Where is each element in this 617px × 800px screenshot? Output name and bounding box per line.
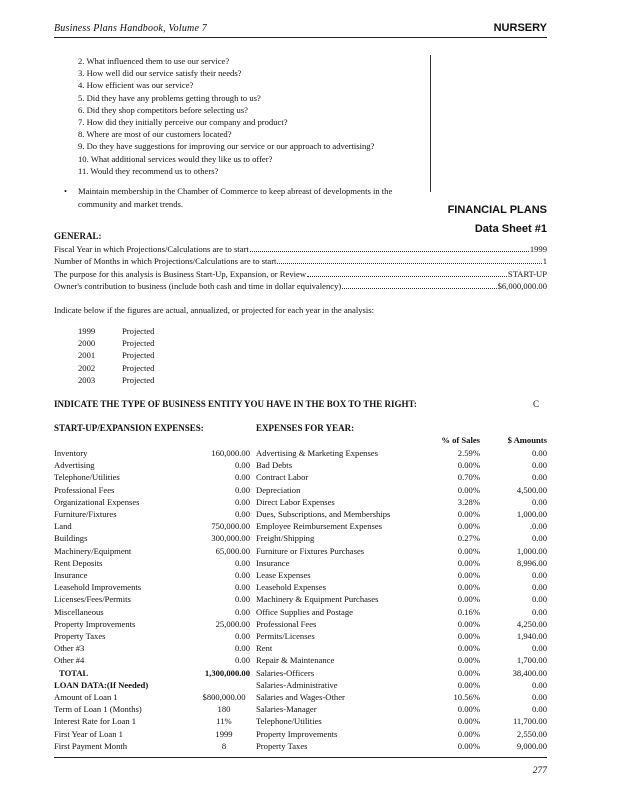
- row-label: First Year of Loan 1: [54, 728, 123, 739]
- general-row-label: Fiscal Year in which Projections/Calculations are to start: [54, 244, 249, 254]
- table-row: [54, 569, 250, 581]
- table-row: [54, 618, 250, 630]
- general-heading: GENERAL:: [54, 231, 102, 241]
- general-section: [54, 243, 547, 292]
- year-status: Projected: [122, 374, 155, 385]
- list-item: 9. Do they have suggestions for improving our service or our approach to advertising?: [78, 141, 375, 152]
- table-row: [54, 508, 250, 520]
- row-label: Property Taxes: [256, 740, 308, 751]
- row-label: Permits/Licenses: [256, 631, 315, 642]
- list-item: 10. What additional services would they like us to offer?: [78, 153, 273, 164]
- general-row: [54, 255, 547, 267]
- row-label: Interest Rate for Loan 1: [54, 716, 137, 727]
- row-pct: 0.00%: [457, 582, 480, 593]
- row-value: $800,000.00: [202, 692, 246, 703]
- row-label: Furniture/Fixtures: [54, 509, 117, 520]
- row-amount: 2,550.00: [516, 728, 547, 739]
- table-row: [256, 654, 547, 666]
- general-row-label: Number of Months in which Projections/Calculations are to start: [54, 256, 277, 267]
- row-pct: 0.00%: [457, 643, 480, 654]
- year-row: [78, 374, 154, 386]
- book-title: Business Plans Handbook, Volume 7: [54, 23, 207, 34]
- row-label: Professional Fees: [54, 484, 115, 495]
- year-status: Projected: [122, 338, 155, 349]
- row-label: Term of Loan 1 (Months): [54, 704, 142, 715]
- row-pct: 0.00%: [457, 631, 480, 642]
- row-value: 300,000.00: [211, 533, 250, 544]
- row-value: 0.00: [234, 472, 250, 483]
- row-label: Rent: [256, 643, 273, 654]
- list-item: 2. What influenced them to use our service?: [78, 56, 230, 66]
- row-amount: 1,000.00: [516, 545, 547, 556]
- row-label: Telephone/Utilities: [54, 472, 120, 483]
- row-value: 0.00: [234, 557, 250, 568]
- question-list: [78, 55, 428, 177]
- row-value: 1999: [215, 728, 233, 739]
- total-row: [54, 667, 250, 679]
- row-value: 160,000.00: [211, 448, 250, 458]
- row-amount: 0.00: [531, 679, 547, 690]
- row-pct: 0.70%: [457, 472, 480, 483]
- row-value: 65,000.00: [215, 545, 250, 556]
- row-amount: 0.00: [531, 533, 547, 544]
- list-item: 5. Did they have any problems getting through to us?: [78, 92, 261, 103]
- row-value: 0.00: [234, 460, 250, 471]
- startup-heading: START-UP/EXPANSION EXPENSES:: [54, 423, 204, 433]
- year-row: [78, 337, 154, 349]
- row-label: Other #3: [54, 643, 85, 654]
- row-amount: 1,700.00: [516, 655, 547, 666]
- row-amount: 38,400.00: [512, 667, 547, 678]
- year-value: 2002: [78, 362, 96, 373]
- header-divider: [54, 37, 547, 38]
- row-pct: 0.00%: [457, 728, 480, 739]
- list-item: 7. How did they initially perceive our company and product?: [78, 117, 288, 128]
- table-row: [256, 642, 547, 654]
- table-row: [54, 654, 250, 666]
- row-pct: 0.00%: [457, 460, 480, 471]
- row-value: 0.00: [234, 509, 250, 520]
- row-label: Dues, Subscriptions, and Memberships: [256, 509, 391, 520]
- list-item: 8. Where are most of our customers located?: [78, 129, 232, 140]
- row-pct: 0.00%: [457, 667, 480, 678]
- table-row: [256, 459, 547, 471]
- table-row: [256, 606, 547, 618]
- table-row: [54, 484, 250, 496]
- leader-dots: [342, 288, 496, 289]
- table-row: [54, 459, 250, 471]
- row-label: Direct Labor Expenses: [256, 496, 335, 507]
- table-row: [54, 532, 250, 544]
- row-value: 0.00: [234, 631, 250, 642]
- row-label: Buildings: [54, 533, 88, 544]
- leader-dots: [277, 263, 541, 264]
- year-row: [78, 325, 154, 337]
- row-label: Furniture or Fixtures Purchases: [256, 545, 365, 556]
- table-row: [256, 740, 547, 752]
- row-value: 8: [221, 740, 227, 751]
- table-row: [256, 630, 547, 642]
- row-value: 25,000.00: [215, 618, 250, 629]
- general-row-value: START-UP: [507, 268, 547, 279]
- row-amount: 0.00: [531, 582, 547, 593]
- table-row: [54, 471, 250, 483]
- table-row: [256, 496, 547, 508]
- row-amount: 9,000.00: [516, 740, 547, 751]
- row-label: Machinery & Equipment Purchases: [256, 594, 379, 605]
- loan-row: [54, 728, 250, 740]
- table-row: [256, 545, 547, 557]
- row-label: Salaries-Officers: [256, 667, 315, 678]
- list-item: 11. Would they recommend us to others?: [78, 165, 219, 176]
- loan-heading-text: LOAN DATA:(If Needed): [54, 679, 149, 690]
- row-label: Insurance: [256, 557, 290, 568]
- row-label: Rent Deposits: [54, 557, 103, 568]
- table-row: [256, 508, 547, 520]
- table-row: [54, 642, 250, 654]
- general-row-value: 1999: [529, 244, 547, 254]
- row-label: Salaries-Administrative: [256, 679, 338, 690]
- table-row: [54, 520, 250, 532]
- indicate-instruction: Indicate below if the figures are actual, annualized, or projected for each year in the analysis:: [54, 305, 374, 315]
- year-value: 2001: [78, 350, 96, 361]
- table-row: [54, 557, 250, 569]
- row-label: Bad Debts: [256, 460, 293, 471]
- general-row-label: The purpose for this analysis is Business Start-Up, Expansion, or Review: [54, 268, 307, 279]
- expenses-heading: EXPENSES FOR YEAR:: [256, 423, 355, 433]
- year-value: 2003: [78, 374, 96, 385]
- row-pct: 0.00%: [457, 545, 480, 556]
- row-label: Property Improvements: [256, 728, 338, 739]
- data-sheet-title: Data Sheet #1: [474, 223, 547, 235]
- footer-divider: [54, 757, 547, 758]
- year-status-list: [78, 325, 154, 386]
- loan-row: [54, 715, 250, 727]
- row-label: Other #4: [54, 655, 85, 666]
- table-row: [256, 557, 547, 569]
- row-label: Contract Labor: [256, 472, 309, 483]
- row-pct: 0.00%: [457, 570, 480, 581]
- row-pct: 0.00%: [457, 557, 480, 568]
- row-value: 180: [217, 704, 231, 715]
- row-value: 0.00: [234, 606, 250, 617]
- table-row: [54, 593, 250, 605]
- table-row: [256, 447, 547, 459]
- row-label: Organizational Expenses: [54, 496, 140, 507]
- row-label: Salaries-Manager: [256, 704, 317, 715]
- year-row: [78, 349, 154, 361]
- row-value: 750,000.00: [211, 521, 250, 532]
- loan-row: [54, 691, 250, 703]
- row-amount: 1,940.00: [516, 631, 547, 642]
- startup-table: [54, 447, 250, 752]
- list-item: 3. How well did our service satisfy their needs?: [78, 68, 242, 79]
- row-label: Licenses/Fees/Permits: [54, 594, 131, 605]
- row-amount: 8,996.00: [516, 557, 547, 568]
- total-label: TOTAL: [59, 667, 89, 678]
- row-amount: 4,250.00: [516, 618, 547, 629]
- row-pct: 2.59%: [457, 448, 480, 458]
- row-value: 0.00: [234, 643, 250, 654]
- list-item: 6. Did they shop competitors before selecting us?: [78, 104, 248, 115]
- table-row: [256, 471, 547, 483]
- year-status: Projected: [122, 350, 155, 361]
- bullet-item: [64, 185, 419, 211]
- general-row: [54, 268, 547, 280]
- row-label: Advertising: [54, 460, 95, 471]
- row-label: Insurance: [54, 570, 88, 581]
- row-amount: 0.00: [531, 448, 547, 458]
- row-amount: 1,000.00: [516, 509, 547, 520]
- pct-of-sales-header: % of Sales: [441, 435, 480, 445]
- bullet-icon: •: [64, 186, 68, 196]
- row-label: First Payment Month: [54, 740, 128, 751]
- row-label: Advertising & Marketing Expenses: [256, 448, 378, 458]
- leader-dots: [307, 276, 507, 277]
- table-row: [256, 484, 547, 496]
- table-row: [256, 679, 547, 691]
- row-amount: 0.00: [531, 643, 547, 654]
- table-row: [256, 667, 547, 679]
- table-row: [256, 728, 547, 740]
- row-label: Salaries and Wages-Other: [256, 692, 345, 703]
- row-label: Leasehold Improvements: [54, 582, 142, 593]
- row-label: Lease Expenses: [256, 570, 311, 581]
- row-label: Land: [54, 521, 72, 532]
- table-row: [256, 569, 547, 581]
- general-row: [54, 243, 547, 255]
- row-amount: 4,500.00: [516, 484, 547, 495]
- table-row: [54, 630, 250, 642]
- row-amount: 0.00: [531, 460, 547, 471]
- table-row: [54, 447, 250, 459]
- expenses-table: [256, 447, 547, 752]
- row-pct: 0.00%: [457, 509, 480, 520]
- year-value: 2000: [78, 338, 96, 349]
- row-label: Telephone/Utilities: [256, 716, 322, 727]
- row-value: 0.00: [234, 582, 250, 593]
- row-label: Employee Reimbursement Expenses: [256, 521, 383, 532]
- row-value: 0.00: [234, 570, 250, 581]
- row-pct: 0.00%: [457, 655, 480, 666]
- table-row: [256, 593, 547, 605]
- row-value: 0.00: [234, 594, 250, 605]
- table-row: [54, 545, 250, 557]
- general-row: [54, 280, 547, 292]
- row-pct: 0.00%: [457, 484, 480, 495]
- row-amount: 0.00: [531, 606, 547, 617]
- row-label: Office Supplies and Postage: [256, 606, 353, 617]
- year-status: Projected: [122, 326, 155, 336]
- table-row: [256, 532, 547, 544]
- table-row: [54, 581, 250, 593]
- row-label: Repair & Maintenance: [256, 655, 335, 666]
- row-value: 0.00: [234, 496, 250, 507]
- row-value: 0.00: [234, 484, 250, 495]
- row-label: Freight/Shipping: [256, 533, 315, 544]
- column-divider: [430, 55, 431, 192]
- row-value: 11%: [216, 716, 232, 727]
- section-title: NURSERY: [493, 22, 547, 34]
- year-row: [78, 362, 154, 374]
- row-pct: 3.28%: [457, 496, 480, 507]
- table-row: [256, 691, 547, 703]
- row-amount: 11,700.00: [512, 716, 547, 727]
- table-row: [256, 581, 547, 593]
- row-label: Property Improvements: [54, 618, 136, 629]
- row-amount: 0.00: [531, 594, 547, 605]
- row-amount: 0.00: [531, 496, 547, 507]
- year-status: Projected: [122, 362, 155, 373]
- row-pct: 0.00%: [457, 618, 480, 629]
- entity-type-label: INDICATE THE TYPE OF BUSINESS ENTITY YOU HAVE IN THE BOX TO THE RIGHT:: [54, 399, 417, 409]
- amounts-header: $ Amounts: [507, 435, 547, 445]
- row-pct: 0.00%: [457, 594, 480, 605]
- entity-type-value: C: [533, 399, 540, 409]
- row-value: 0.00: [234, 655, 250, 666]
- row-pct: 0.27%: [457, 533, 480, 544]
- row-label: Inventory: [54, 448, 88, 458]
- row-label: Professional Fees: [256, 618, 317, 629]
- row-pct: 0.00%: [457, 716, 480, 727]
- loan-heading: [54, 679, 250, 691]
- row-label: Property Taxes: [54, 631, 106, 642]
- year-value: 1999: [78, 326, 96, 336]
- table-row: [54, 496, 250, 508]
- row-label: Amount of Loan 1: [54, 692, 118, 703]
- row-amount: 0.00: [531, 704, 547, 715]
- row-label: Depreciation: [256, 484, 301, 495]
- table-row: [256, 715, 547, 727]
- row-label: Machinery/Equipment: [54, 545, 132, 556]
- table-row: [54, 606, 250, 618]
- row-amount: 0.00: [531, 472, 547, 483]
- row-amount: .0.00: [529, 521, 547, 532]
- row-pct: 0.00%: [457, 704, 480, 715]
- general-row-value: $6,000,000.00: [497, 280, 547, 291]
- table-row: [256, 618, 547, 630]
- row-amount: 0.00: [531, 570, 547, 581]
- general-row-label: Owner's contribution to business (include both cash and time in dollar equivalency): [54, 280, 342, 291]
- row-label: Miscellaneous: [54, 606, 104, 617]
- row-pct: 0.00%: [457, 740, 480, 751]
- row-pct: 0.16%: [457, 606, 480, 617]
- general-row-value: 1: [542, 256, 547, 267]
- row-pct: 0.00%: [457, 679, 480, 690]
- row-pct: 10.56%: [453, 692, 480, 703]
- bullet-text: Maintain membership in the Chamber of Commerce to keep abreast of developments in the community and market trends.: [78, 186, 393, 209]
- leader-dots: [250, 251, 529, 252]
- loan-row: [54, 740, 250, 752]
- table-row: [256, 703, 547, 715]
- financial-plans-title: FINANCIAL PLANS: [447, 204, 547, 216]
- row-pct: 0.00%: [457, 521, 480, 532]
- row-amount: 0.00: [531, 692, 547, 703]
- list-item: 4. How efficient was our service?: [78, 80, 194, 91]
- page-number: 277: [532, 766, 547, 776]
- total-value: 1,300,000.00: [204, 667, 250, 678]
- loan-row: [54, 703, 250, 715]
- row-label: Leasehold Expenses: [256, 582, 326, 593]
- table-row: [256, 520, 547, 532]
